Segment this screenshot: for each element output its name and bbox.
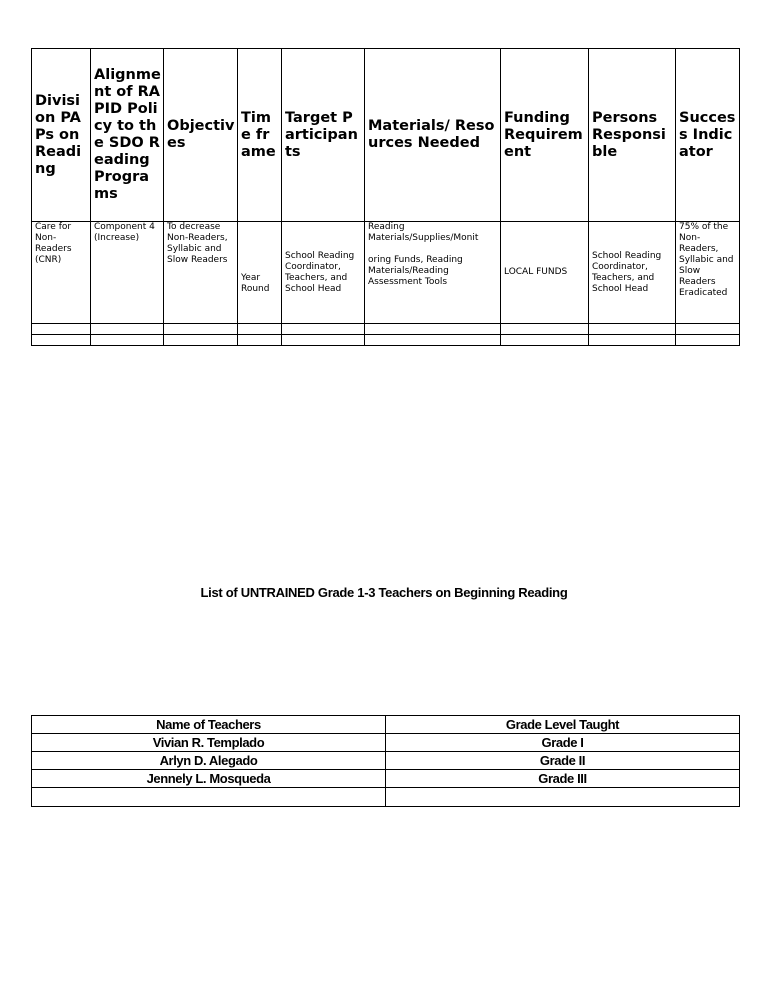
plan-empty-row [32, 335, 740, 346]
header-objectives: Objectives [164, 49, 238, 222]
cell-funding: LOCAL FUNDS [501, 222, 589, 324]
plan-data-row [32, 222, 740, 324]
header-success-indicator: Success Indicator [676, 49, 740, 222]
header-funding: Funding Requirement [501, 49, 589, 222]
teacher-name: Jennely L. Mosqueda [32, 770, 386, 788]
teacher-name: Vivian R. Templado [32, 734, 386, 752]
plan-empty-row [32, 324, 740, 335]
header-time-frame: Time frame [238, 49, 282, 222]
header-alignment: Alignment of RAPID Policy to the SDO Reading Programs [91, 49, 164, 222]
teacher-grade: Grade III [386, 770, 740, 788]
table-row [32, 770, 740, 788]
header-grade-level: Grade Level Taught [386, 716, 740, 734]
cell-objectives: To decrease Non-Readers, Syllabic and Slow Readers [164, 222, 238, 324]
header-persons: Persons Responsible [589, 49, 676, 222]
teacher-grade: Grade I [386, 734, 740, 752]
cell-success-indicator: 75% of the Non-Readers, Syllabic and Slow Readers Eradicated [676, 222, 740, 324]
untrained-teachers-title: List of UNTRAINED Grade 1-3 Teachers on Beginning Reading [200, 585, 568, 600]
cell-materials [365, 222, 501, 324]
header-materials: Materials/ Resources Needed [365, 49, 501, 222]
reading-plan-table [31, 48, 740, 346]
cell-alignment: Component 4 (Increase) [91, 222, 164, 324]
materials-line-1: Reading Materials/Supplies/Monit [368, 222, 479, 243]
cell-timeframe: Year Round [238, 222, 282, 324]
header-name-of-teachers: Name of Teachers [32, 716, 386, 734]
cell-participants: School Reading Coordinator, Teachers, and School Head [282, 222, 365, 324]
header-target-participants: Target Participants [282, 49, 365, 222]
materials-line-2: oring Funds, Reading Materials/Reading Assessment Tools [368, 255, 463, 287]
header-division-paps: Division PAPs on Reading [32, 49, 91, 222]
cell-paps: Care for Non-Readers (CNR) [32, 222, 91, 324]
teacher-name: Arlyn D. Alegado [32, 752, 386, 770]
table-row [32, 734, 740, 752]
teacher-grade: Grade II [386, 752, 740, 770]
table-row-empty [32, 788, 740, 807]
plan-header-row [32, 49, 740, 222]
teachers-table [31, 715, 740, 807]
teachers-header-row [32, 716, 740, 734]
cell-persons: School Reading Coordinator, Teachers, and School Head [589, 222, 676, 324]
table-row [32, 752, 740, 770]
